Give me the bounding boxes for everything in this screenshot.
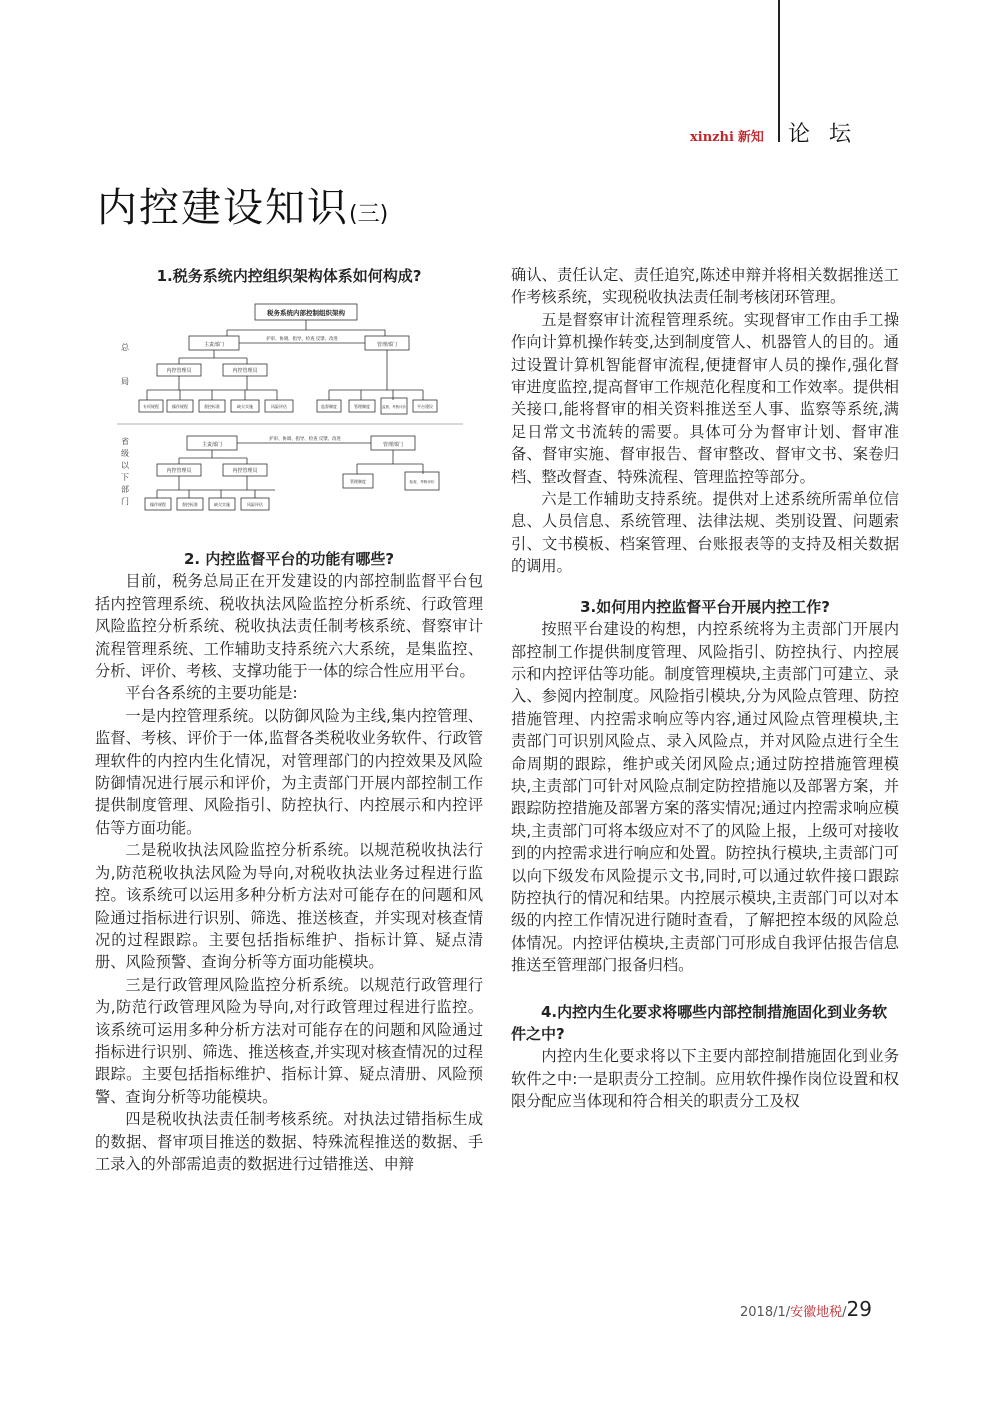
article-title-main: 内控建设知识: [97, 185, 349, 231]
bottom-right-child-2: 检查、考核评价: [409, 480, 435, 484]
right-paragraph-1: 确认、责任认定、责任追究,陈述申辩并将相关数据推送工作考核系统，实现税收执法责任制考核闭环管理。: [511, 266, 899, 307]
bottom-module-3: 缺欠实施: [214, 502, 230, 507]
top-left-dept: 主责部门: [203, 342, 225, 348]
bottom-module-2: 督控标准: [182, 502, 198, 507]
right-paragraph-5: 内控内生化要求将以下主要内部控制措施固化到业务软件之中:一是职责分工控制。应用软件操作岗位设置和权限分配应当体现和符合相关的职责分工及权: [511, 1047, 899, 1111]
column-brand-cn: 新知: [737, 130, 764, 145]
top-left-child-1: 内控管理员: [166, 368, 192, 374]
question-1-heading: 1.税务系统内控组织架构体系如何构成?: [156, 267, 422, 285]
question-3-heading: 3.如何用内控监督平台开展内控工作?: [580, 597, 830, 616]
side-label-bottom-4: 下: [121, 473, 129, 482]
footer-issue: 2018/1/: [740, 1305, 791, 1320]
left-column: [95, 548, 483, 1175]
top-right-child-1: 监督制度: [321, 404, 337, 409]
right-paragraph-3: 六是工作辅助支持系统。提供对上述系统所需单位信息、人员信息、系统管理、法律法规、类别设置、问题索引、文书模板、档案管理、台账报表等的支持及相关数据的调用。: [511, 490, 899, 576]
side-label-bottom-2: 级: [121, 449, 129, 458]
top-connector: 护审、协调、指导、检查 反馈、改进: [266, 337, 338, 342]
top-right-child-4: 平台建设: [417, 404, 433, 409]
left-paragraph-1: 目前，税务总局正在开发建设的内部控制监督平台包括内控管理系统、税收执法风险监控分析系统、行政管理风险监控分析系统、税收执法责任制考核系统、督察审计流程管理系统、工作辅助支持系统六大系统，是集监控、分析、评价、考核、支撑功能于一体的综合性应用平台。: [95, 572, 483, 681]
bottom-left-child-1: 内控管理员: [166, 468, 192, 474]
top-right-child-2: 管理制度: [354, 404, 370, 409]
left-paragraph-2: 平台各系统的主要功能是:: [125, 684, 298, 703]
top-module-2: 操作规程: [172, 404, 188, 409]
column-brand-latin: xinzhi: [690, 130, 734, 145]
header-divider-line: [778, 0, 780, 142]
org-diagram-svg: [117, 294, 463, 520]
org-structure-diagram: [117, 294, 463, 520]
question-4-heading: 4.内控内生化要求将哪些内部控制措施固化到业务软件之中?: [511, 1002, 888, 1043]
article-title: [97, 176, 388, 233]
side-label-bottom-1: 省: [121, 437, 129, 446]
top-right-child-3: 监督、考核评价: [382, 405, 406, 409]
bottom-left-child-2: 内控管理员: [232, 468, 258, 474]
bottom-left-dept: 主责部门: [201, 442, 223, 448]
bottom-connector: 护审、协调、指导、检查 反馈、改进: [269, 437, 341, 442]
left-paragraph-5: 三是行政管理风险监控分析系统。以规范行政管理行为,防范行政管理风险为导向,对行政管理过程进行监控。该系统可运用多种分析方法对可能存在的问题和风险通过指标进行识别、筛选、推送核查,并实现对核查情况的过程跟踪。主要包括指标维护、指标计算、疑点清册、风险预警、查询分析等功能模块。: [95, 975, 483, 1106]
side-label-bottom-5: 部: [121, 485, 129, 494]
side-label-top-1: 总: [121, 343, 129, 352]
top-module-1: 专项规程: [143, 404, 159, 409]
top-module-5: 风险评估: [271, 404, 287, 409]
top-module-3: 督控标准: [204, 404, 220, 409]
side-label-top-2: 局: [121, 377, 129, 386]
question-2-heading: 2. 内控监督平台的功能有哪些?: [183, 550, 395, 568]
section-name: 论 坛: [788, 122, 857, 147]
right-column: [511, 264, 899, 1113]
side-label-bottom-6: 门: [121, 497, 129, 506]
top-right-dept: 管理部门: [376, 342, 398, 348]
page-number: 29: [846, 1297, 872, 1321]
diagram-title: 税务系统内部控制组织架构: [267, 309, 345, 317]
top-left-child-2: 内控管理员: [232, 368, 258, 374]
footer-magazine: 安徽地税: [790, 1305, 843, 1320]
bottom-module-1: 操作规程: [150, 502, 166, 507]
right-paragraph-2: 五是督察审计流程管理系统。实现督审工作由手工操作向计算机操作转变,达到制度管人、机器管人的目的。通过设置计算机智能督审流程,便捷督审人员的操作,强化督审进度监控,提高督审工作规范化程度和工作效率。提供相关接口,能将督审的相关资料推送至人事、监察等系统,满足日常文书流转的需要。具体可分为督审计划、督审准备、督审实施、督审报告、督审整改、督审文书、案卷归档、整改督查、特殊流程、管理监控等部分。: [511, 310, 899, 486]
left-paragraph-4: 二是税收执法风险监控分析系统。以规范税收执法行为,防范税收执法风险为导向,对税收执法业务过程进行监控。该系统可以运用多种分析方法对可能存在的问题和风险通过指标进行识别、筛选、推送核查，并实现对核查情况的过程跟踪。主要包括指标维护、指标计算、疑点清册、风险预警、查询分析等方面功能模块。: [95, 841, 483, 972]
left-paragraph-6: 四是税收执法责任制考核系统。对执法过错指标生成的数据、督审项目推送的数据、特殊流程推送的数据、手工录入的外部需追责的数据进行过错推送、申辩: [95, 1110, 483, 1173]
bottom-right-dept: 管理部门: [382, 442, 404, 448]
bottom-right-child-1: 管理制度: [350, 479, 366, 484]
left-paragraph-3: 一是内控管理系统。以防御风险为主线,集内控管理、监督、考核、评价于一体,监督各类税收业务软件、行政管理软件的内控内生化情况，对管理部门的内控效果及风险防御情况进行展示和评价，为主责部门开展内部控制工作提供制度管理、风险指引、防控执行、内控展示和内控评估等方面功能。: [95, 706, 483, 837]
side-label-bottom-3: 以: [121, 461, 129, 470]
right-paragraph-4: 按照平台建设的构想，内控系统将为主责部门开展内部控制工作提供制度管理、风险指引、防控执行、内控展示和内控评估等功能。制度管理模块,主责部门可建立、录入、参阅内控制度。风险指引模块,分为风险点管理、防控措施管理、内控需求响应等内容,通过风险点管理模块,主责部门可识别风险点、录入风险点，并对风险点进行全生命周期的跟踪，维护或关闭风险点;通过防控措施管理模块,主责部门可针对风险点制定防控措施以及部署方案，并跟踪防控措施及部署方案的落实情况;通过内控需求响应模块,主责部门可将本级应对不了的风险上报，上级可对接收到的内控需求进行响应和处置。防控执行模块,主责部门可以向下级发布风险提示文书,同时,可以通过软件接口跟踪防控执行的情况和结果。内控展示模块,主责部门可以对本级的内控工作情况进行随时查看，了解把控本级的风险总体情况。内控评估模块,主责部门可形成自我评估报告信息推送至管理部门报备归档。: [511, 620, 899, 975]
bottom-module-4: 风险评估: [247, 502, 263, 507]
page-footer: 2018/1/安徽地税/29: [740, 1297, 872, 1321]
top-module-4: 缺欠实施: [237, 404, 253, 409]
column-brand: [690, 126, 764, 145]
article-title-suffix: (三): [349, 202, 389, 227]
